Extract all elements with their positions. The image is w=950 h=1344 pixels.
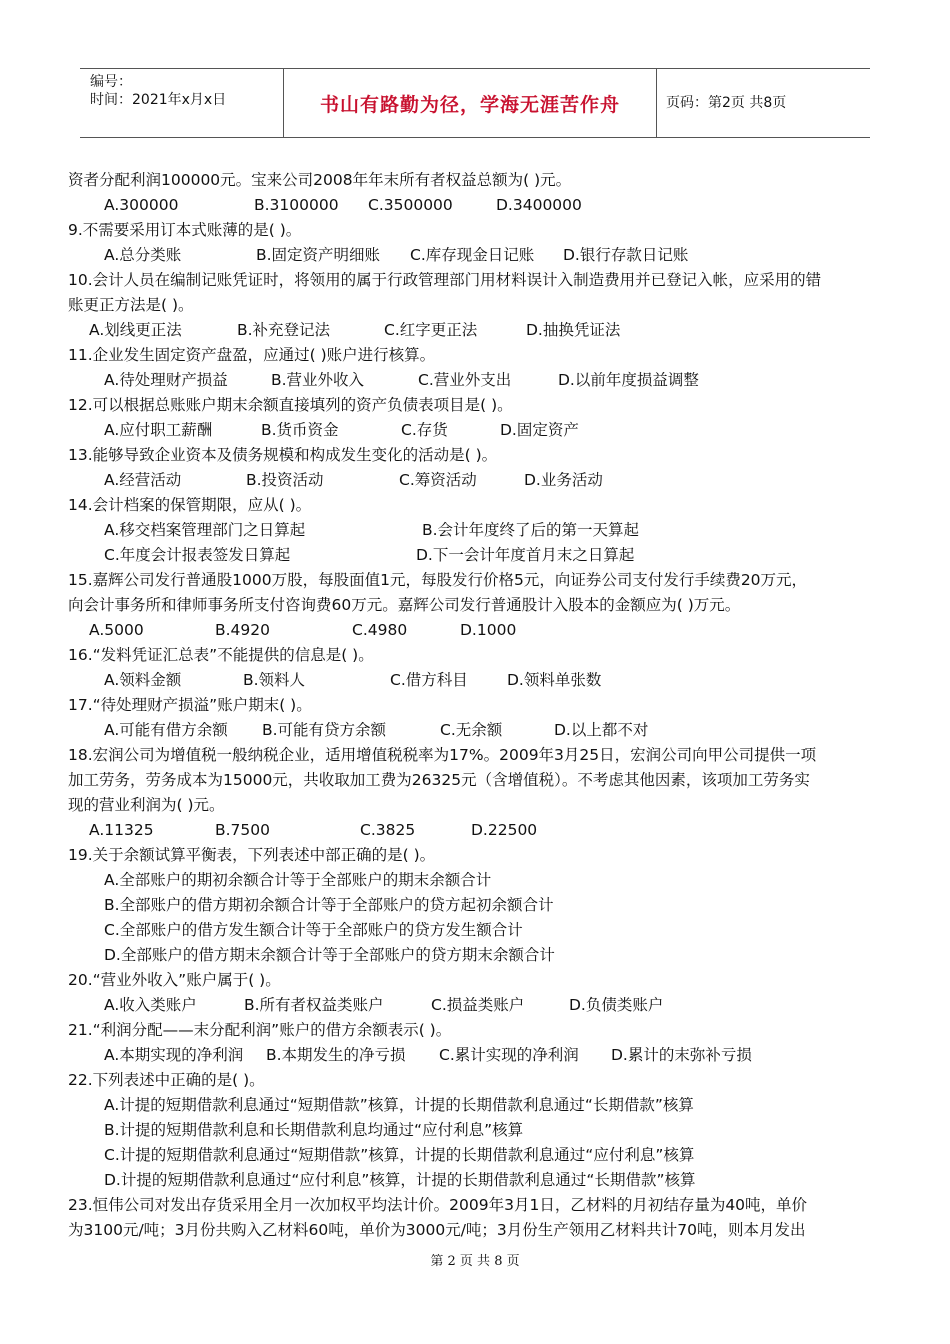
option: C.库存现金日记账 bbox=[410, 246, 535, 264]
option: C.4980 bbox=[352, 621, 408, 639]
option: D.下一会计年度首月末之日算起 bbox=[416, 546, 635, 564]
option: B.会计年度终了后的第一天算起 bbox=[422, 521, 640, 539]
option: C.存货 bbox=[401, 421, 448, 439]
option: A.总分类账 bbox=[104, 246, 182, 264]
option: A.移交档案管理部门之日算起 bbox=[104, 521, 306, 539]
option: A.划线更正法 bbox=[89, 321, 182, 339]
option: D.累计的末弥补亏损 bbox=[611, 1046, 752, 1064]
text-line: 资者分配利润100000元。宝来公司2008年年末所有者权益总额为( )元。 bbox=[68, 171, 572, 189]
option: D.固定资产 bbox=[500, 421, 579, 439]
option: D.银行存款日记账 bbox=[563, 246, 689, 264]
options-line bbox=[104, 670, 601, 690]
option: C.损益类账户 bbox=[431, 996, 525, 1014]
text-line: D.计提的短期借款利息通过“应付利息”核算，计提的长期借款利息通过“长期借款”核算 bbox=[104, 1171, 696, 1189]
option: D.业务活动 bbox=[524, 471, 603, 489]
option: A.应付职工薪酬 bbox=[104, 421, 213, 439]
text-line: 为3100元/吨；3月份共购入乙材料60吨，单价为3000元/吨；3月份生产领用乙材料共计70吨，则本月发出 bbox=[68, 1221, 806, 1239]
options-line bbox=[104, 1045, 752, 1065]
options-line bbox=[104, 545, 634, 565]
header-meta-cell bbox=[80, 69, 284, 137]
text-line: A.计提的短期借款利息通过“短期借款”核算，计提的长期借款利息通过“长期借款”核算 bbox=[104, 1096, 694, 1114]
text-line: 9.不需要采用订本式账薄的是( )。 bbox=[68, 221, 302, 239]
text-line: 11.企业发生固定资产盘盈，应通过( )账户进行核算。 bbox=[68, 346, 436, 364]
option: B.货币资金 bbox=[261, 421, 339, 439]
option: A.经营活动 bbox=[104, 471, 182, 489]
text-line: B.全部账户的借方期初余额合计等于全部账户的贷方起初余额合计 bbox=[104, 896, 554, 914]
option: A.本期实现的净利润 bbox=[104, 1046, 244, 1064]
option: C.红字更正法 bbox=[384, 321, 478, 339]
option: A.可能有借方余额 bbox=[104, 721, 228, 739]
text-line: 19.关于余额试算平衡表，下列表述中部正确的是( )。 bbox=[68, 846, 436, 864]
option: C.借方科目 bbox=[390, 671, 468, 689]
options-line bbox=[104, 720, 648, 740]
page-header bbox=[80, 68, 870, 138]
options-line bbox=[89, 320, 620, 340]
text-line: 22.下列表述中正确的是( )。 bbox=[68, 1071, 265, 1089]
text-line: 23.恒伟公司对发出存货采用全月一次加权平均法计价。2009年3月1日，乙材料的月初结存量为40吨，单价 bbox=[68, 1196, 808, 1214]
motto-text: 书山有路勤为径，学海无涯苦作舟 bbox=[319, 93, 620, 116]
options-line bbox=[104, 995, 663, 1015]
option: B.营业外收入 bbox=[271, 371, 365, 389]
text-line: 20.“营业外收入”账户属于( )。 bbox=[68, 971, 281, 989]
option: D.领料单张数 bbox=[507, 671, 602, 689]
option: B.7500 bbox=[215, 821, 271, 839]
option: C.无余额 bbox=[440, 721, 503, 739]
text-line: 12.可以根据总账账户期末余额直接填列的资产负债表项目是( )。 bbox=[68, 396, 513, 414]
option: D.1000 bbox=[460, 621, 517, 639]
text-line: B.计提的短期借款利息和长期借款利息均通过“应付利息”核算 bbox=[104, 1121, 524, 1139]
text-line: 账更正方法是( )。 bbox=[68, 296, 194, 314]
option: A.300000 bbox=[104, 196, 179, 214]
header-motto-cell bbox=[284, 69, 657, 137]
option: C.营业外支出 bbox=[418, 371, 512, 389]
text-line: 现的营业利润为( )元。 bbox=[68, 796, 225, 814]
options-line bbox=[89, 820, 537, 840]
option: D.3400000 bbox=[496, 196, 582, 214]
option: B.3100000 bbox=[254, 196, 339, 214]
options-line bbox=[104, 245, 688, 265]
option: D.以前年度损益调整 bbox=[558, 371, 699, 389]
option: D.负债类账户 bbox=[569, 996, 664, 1014]
option: B.所有者权益类账户 bbox=[244, 996, 384, 1014]
text-line: 向会计事务所和律师事务所支付咨询费60万元。嘉辉公司发行普通股计入股本的金额应为( )万元。 bbox=[68, 596, 741, 614]
option: B.投资活动 bbox=[246, 471, 324, 489]
page-info: 页码：第2页 共8页 bbox=[666, 94, 787, 111]
option: D.以上都不对 bbox=[554, 721, 649, 739]
option: D.抽换凭证法 bbox=[526, 321, 621, 339]
option: D.22500 bbox=[471, 821, 538, 839]
option: C.年度会计报表签发日算起 bbox=[104, 546, 291, 564]
options-line bbox=[104, 370, 699, 390]
option: C.累计实现的净利润 bbox=[439, 1046, 579, 1064]
text-line: A.全部账户的期初余额合计等于全部账户的期末余额合计 bbox=[104, 871, 492, 889]
option: A.11325 bbox=[89, 821, 154, 839]
option: B.补充登记法 bbox=[237, 321, 331, 339]
text-line: 16.“发料凭证汇总表”不能提供的信息是( )。 bbox=[68, 646, 374, 664]
options-line bbox=[104, 195, 582, 215]
option: C.3825 bbox=[360, 821, 416, 839]
option: B.本期发生的净亏损 bbox=[266, 1046, 406, 1064]
header-page-cell bbox=[657, 69, 870, 137]
text-line: 15.嘉辉公司发行普通股1000万股，每股面值1元，每股发行价格5元，向证券公司支付发行手续费20万元， bbox=[68, 571, 808, 589]
options-line bbox=[104, 420, 579, 440]
option: B.固定资产明细账 bbox=[256, 246, 381, 264]
text-line: 21.“利润分配——末分配利润”账户的借方余额表示( )。 bbox=[68, 1021, 452, 1039]
text-line: D.全部账户的借方期末余额合计等于全部账户的贷方期末余额合计 bbox=[104, 946, 555, 964]
text-line: C.计提的短期借款利息通过“短期借款”核算，计提的长期借款利息通过“应付利息”核算 bbox=[104, 1146, 695, 1164]
text-line: C.全部账户的借方发生额合计等于全部账户的贷方发生额合计 bbox=[104, 921, 523, 939]
number-label: 编号： bbox=[90, 74, 132, 90]
page-footer: 第 2 页 共 8 页 bbox=[430, 1254, 520, 1269]
option: C.3500000 bbox=[368, 196, 453, 214]
time-label: 时间：2021年x月x日 bbox=[90, 92, 227, 108]
option: A.收入类账户 bbox=[104, 996, 197, 1014]
option: A.领料金额 bbox=[104, 671, 182, 689]
text-line: 13.能够导致企业资本及债务规模和构成发生变化的活动是( )。 bbox=[68, 446, 498, 464]
text-line: 10.会计人员在编制记账凭证时，将领用的属于行政管理部门用材料误计入制造费用并已登记入帐，应采用的错 bbox=[68, 271, 822, 289]
text-line: 14.会计档案的保管期限，应从( )。 bbox=[68, 496, 312, 514]
options-line bbox=[104, 470, 603, 490]
text-line: 17.“待处理财产损溢”账户期末( )。 bbox=[68, 696, 312, 714]
option: B.领料人 bbox=[243, 671, 306, 689]
options-line bbox=[104, 520, 639, 540]
option: B.可能有贷方余额 bbox=[262, 721, 387, 739]
option: A.待处理财产损益 bbox=[104, 371, 228, 389]
text-line: 加工劳务，劳务成本为15000元，共收取加工费为26325元（含增值税）。不考虑其他因素，该项加工劳务实 bbox=[68, 771, 810, 789]
option: B.4920 bbox=[215, 621, 271, 639]
option: C.筹资活动 bbox=[399, 471, 477, 489]
option: A.5000 bbox=[89, 621, 144, 639]
options-line bbox=[89, 620, 516, 640]
text-line: 18.宏润公司为增值税一般纳税企业，适用增值税税率为17%。2009年3月25日，宏润公司向甲公司提供一项 bbox=[68, 746, 817, 764]
